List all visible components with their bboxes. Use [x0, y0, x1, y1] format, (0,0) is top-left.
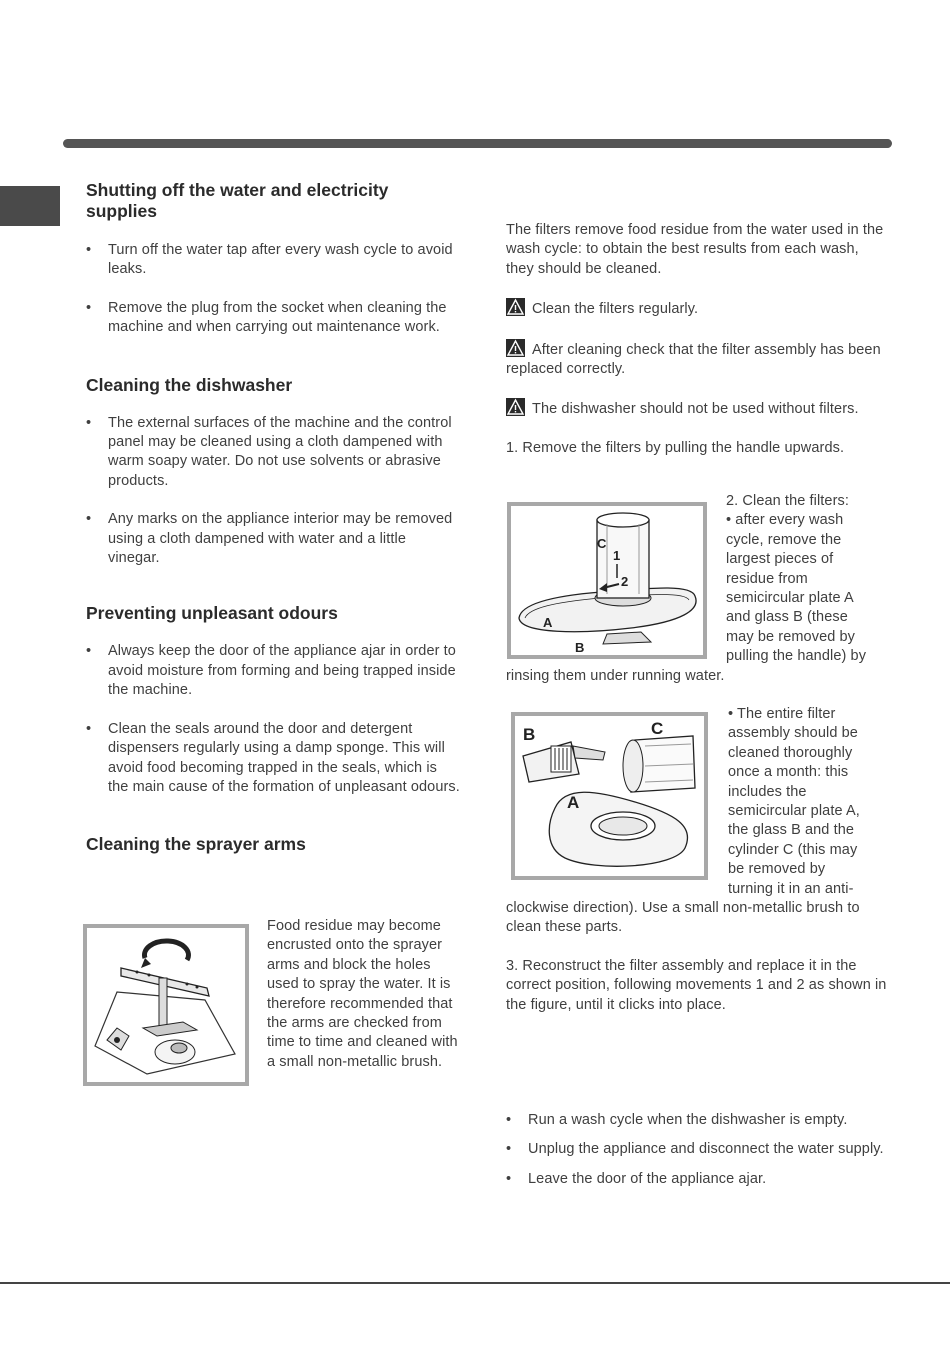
warning-triangle-icon — [506, 398, 525, 416]
label-a: A — [543, 615, 553, 630]
warning-2: After cleaning check that the filter assembly has been replaced correctly. — [506, 339, 888, 380]
sprayer-text: Food residue may become encrusted onto the sprayer arms and block the holes used to spray the water. It is therefore recommended that the arms are checked from time to time and cleaned with a small non-metallic brush. — [267, 918, 458, 1070]
filter-figure-1 — [507, 502, 707, 659]
step-3: 3. Reconstruct the filter assembly and replace it in the correct position, following movements 1 and 2 as shown in the figure, until it clicks into place. — [506, 958, 887, 1013]
label-1: 1 — [613, 548, 621, 563]
list-item: • Clean the seals around the door and detergent dispensers regularly using a damp sponge. This will avoid food becoming trapped in the seals, which is the main cause of the formation of unpleasant odours. — [86, 720, 461, 798]
list-item: • The external surfaces of the machine and the control panel may be cleaned using a cloth dampened with warm soapy water. Do not use solvents or abrasive products. — [86, 414, 461, 492]
warning-1: Clean the filters regularly. — [506, 298, 888, 319]
cleaning-heading: Cleaning the dishwasher — [86, 374, 293, 395]
filters-intro: The filters remove food residue from the water used in the wash cycle: to obtain the best results from each wash, they should be cleaned. — [506, 222, 884, 277]
list-item: • Always keep the door of the appliance ajar in order to avoid moisture from forming and being trapped inside the machine. — [86, 642, 461, 700]
sprayer-heading: Cleaning the sprayer arms — [86, 834, 306, 855]
label-b: B — [575, 640, 585, 655]
step-2-tail: rinsing them under running water. — [506, 668, 725, 684]
filter-parts-illustration — [515, 716, 704, 876]
left-column — [86, 180, 461, 855]
cleaning-list — [86, 414, 461, 569]
list-item: • Run a wash cycle when the dishwasher is empty. — [506, 1111, 888, 1130]
odours-list — [86, 642, 461, 797]
label-c: C — [597, 536, 607, 551]
label-2: 2 — [621, 574, 629, 589]
list-item: • Remove the plug from the socket when cleaning the machine and when carrying out maintenance work. — [86, 299, 461, 338]
warning-3: The dishwasher should not be used without filters. — [506, 398, 888, 419]
step-2b-tail: clockwise direction). Use a small non-metallic brush to clean these parts. — [506, 900, 860, 936]
top-divider-bar — [63, 139, 892, 148]
sprayer-arm-illustration — [87, 928, 245, 1082]
list-item: • Turn off the water tap after every wash cycle to avoid leaks. — [86, 241, 461, 280]
step-2b-text: • The entire filter assembly should be cleaned thoroughly once a month: this includes the semicircular plate A, the glass B and the cylinder C (this may be removed by turning it in an anti- — [728, 706, 860, 897]
section-tab — [0, 186, 60, 226]
odours-heading: Preventing unpleasant odours — [86, 603, 338, 624]
step-2-text: 2. Clean the filters: • after every wash cycle, remove the largest pieces of residue from semicircular plate A and glass B (these may be removed by pulling the handle) by — [726, 493, 867, 665]
label-c: C — [651, 719, 664, 738]
step-1: 1. Remove the filters by pulling the handle upwards. — [506, 439, 845, 456]
filter-assembly-illustration — [511, 506, 703, 655]
sprayer-arm-figure — [83, 924, 249, 1086]
list-item: • Leave the door of the appliance ajar. — [506, 1170, 888, 1189]
label-a: A — [567, 793, 580, 812]
right-column — [506, 221, 888, 458]
filter-figure-2 — [511, 712, 708, 880]
warning-triangle-icon — [506, 298, 525, 316]
list-item: • Unplug the appliance and disconnect the water supply. — [506, 1140, 888, 1159]
bottom-divider — [0, 1282, 950, 1284]
shutoff-list — [86, 241, 461, 338]
warning-triangle-icon — [506, 339, 525, 357]
shutoff-heading: Shutting off the water and electricity supplies — [86, 180, 389, 221]
list-item: • Any marks on the appliance interior may be removed using a cloth dampened with water and a little vinegar. — [86, 510, 461, 568]
bottom-list — [506, 1111, 888, 1189]
label-b: B — [523, 725, 536, 744]
